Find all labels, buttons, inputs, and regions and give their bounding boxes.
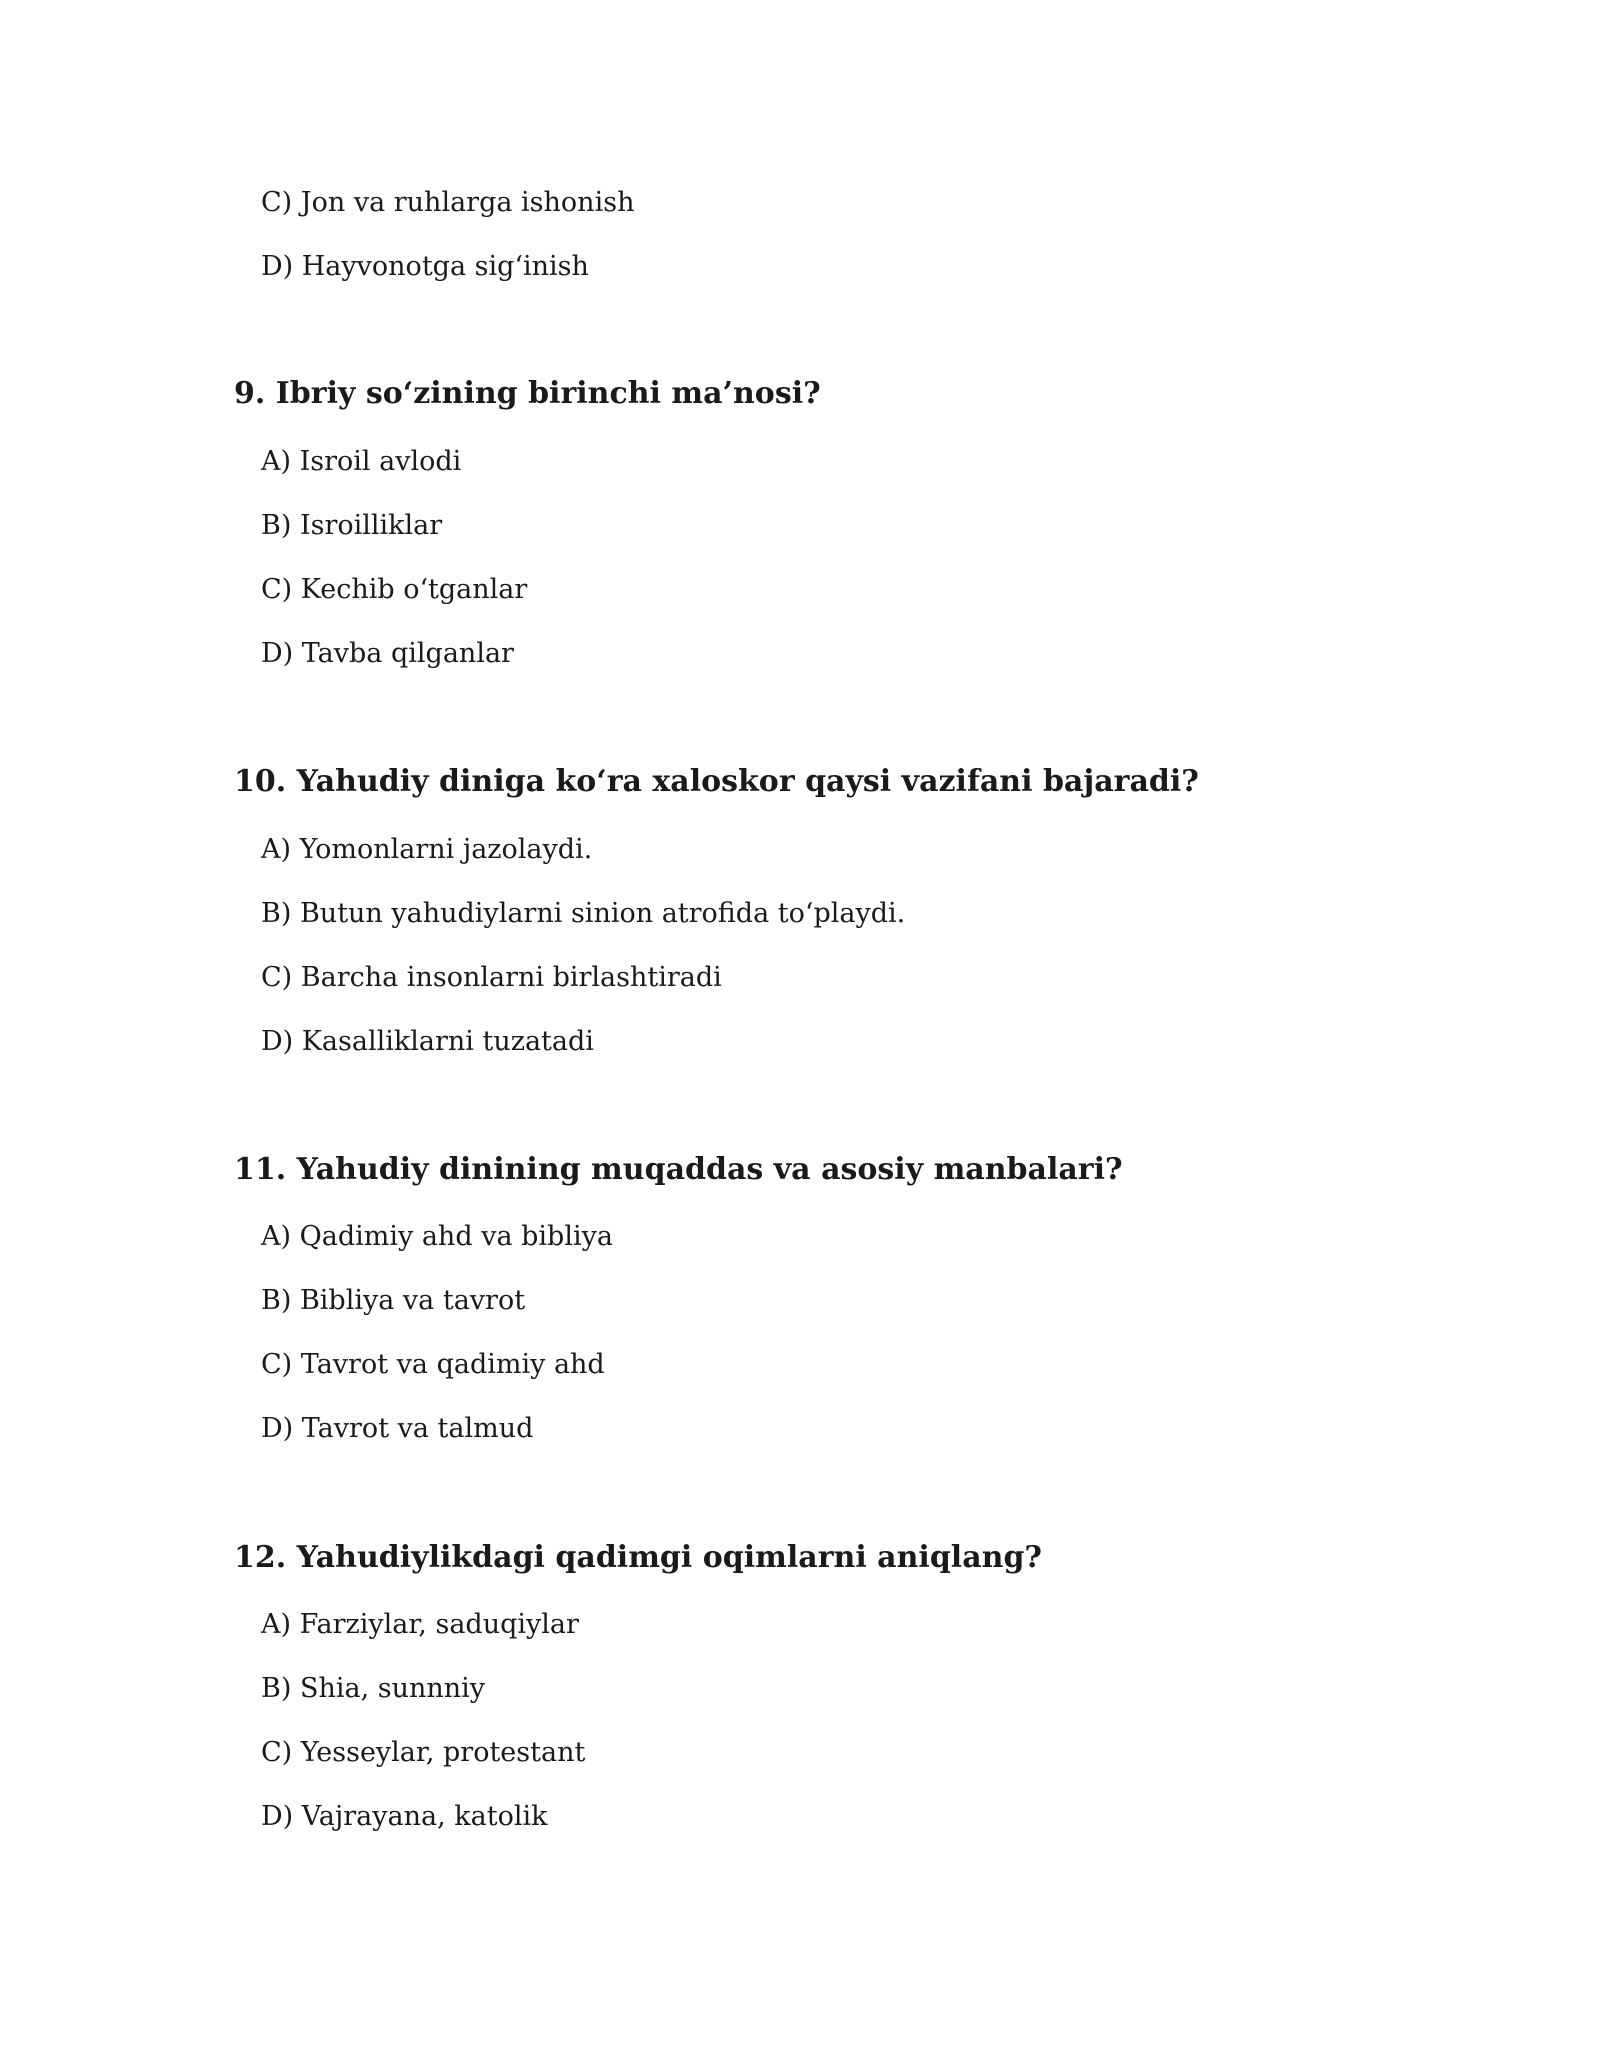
option-10-c: C) Barcha insonlarni birlashtiradi xyxy=(261,962,722,993)
option-12-c: C) Yesseylar, protestant xyxy=(261,1737,586,1768)
option-11-b: B) Bibliya va tavrot xyxy=(261,1285,526,1316)
option-prev-c: C) Jon va ruhlarga ishonish xyxy=(261,187,635,218)
option-12-b: B) Shia, sunnniy xyxy=(261,1673,486,1704)
option-11-d: D) Tavrot va talmud xyxy=(261,1413,534,1444)
question-10: 10. Yahudiy diniga ko‘ra xaloskor qaysi vazifani bajaradi? xyxy=(234,764,1199,799)
option-10-b: B) Butun yahudiylarni sinion atrofida to‘playdi. xyxy=(261,898,906,929)
option-9-d: D) Tavba qilganlar xyxy=(261,638,514,669)
question-12: 12. Yahudiylikdagi qadimgi oqimlarni aniqlang? xyxy=(234,1540,1042,1575)
option-prev-d: D) Hayvonotga sig‘inish xyxy=(261,251,589,282)
option-10-d: D) Kasalliklarni tuzatadi xyxy=(261,1026,594,1057)
option-9-c: C) Kechib o‘tganlar xyxy=(261,574,528,605)
option-12-a: A) Farziylar, saduqiylar xyxy=(261,1609,579,1640)
option-12-d: D) Vajrayana, katolik xyxy=(261,1801,548,1832)
option-9-b: B) Isroilliklar xyxy=(261,510,443,541)
option-11-c: C) Tavrot va qadimiy ahd xyxy=(261,1349,605,1380)
option-10-a: A) Yomonlarni jazolaydi. xyxy=(261,834,593,865)
option-9-a: A) Isroil avlodi xyxy=(261,446,462,477)
question-9: 9. Ibriy so‘zining birinchi ma’nosi? xyxy=(234,376,821,411)
question-11: 11. Yahudiy dinining muqaddas va asosiy manbalari? xyxy=(234,1152,1123,1187)
option-11-a: A) Qadimiy ahd va bibliya xyxy=(261,1221,613,1252)
